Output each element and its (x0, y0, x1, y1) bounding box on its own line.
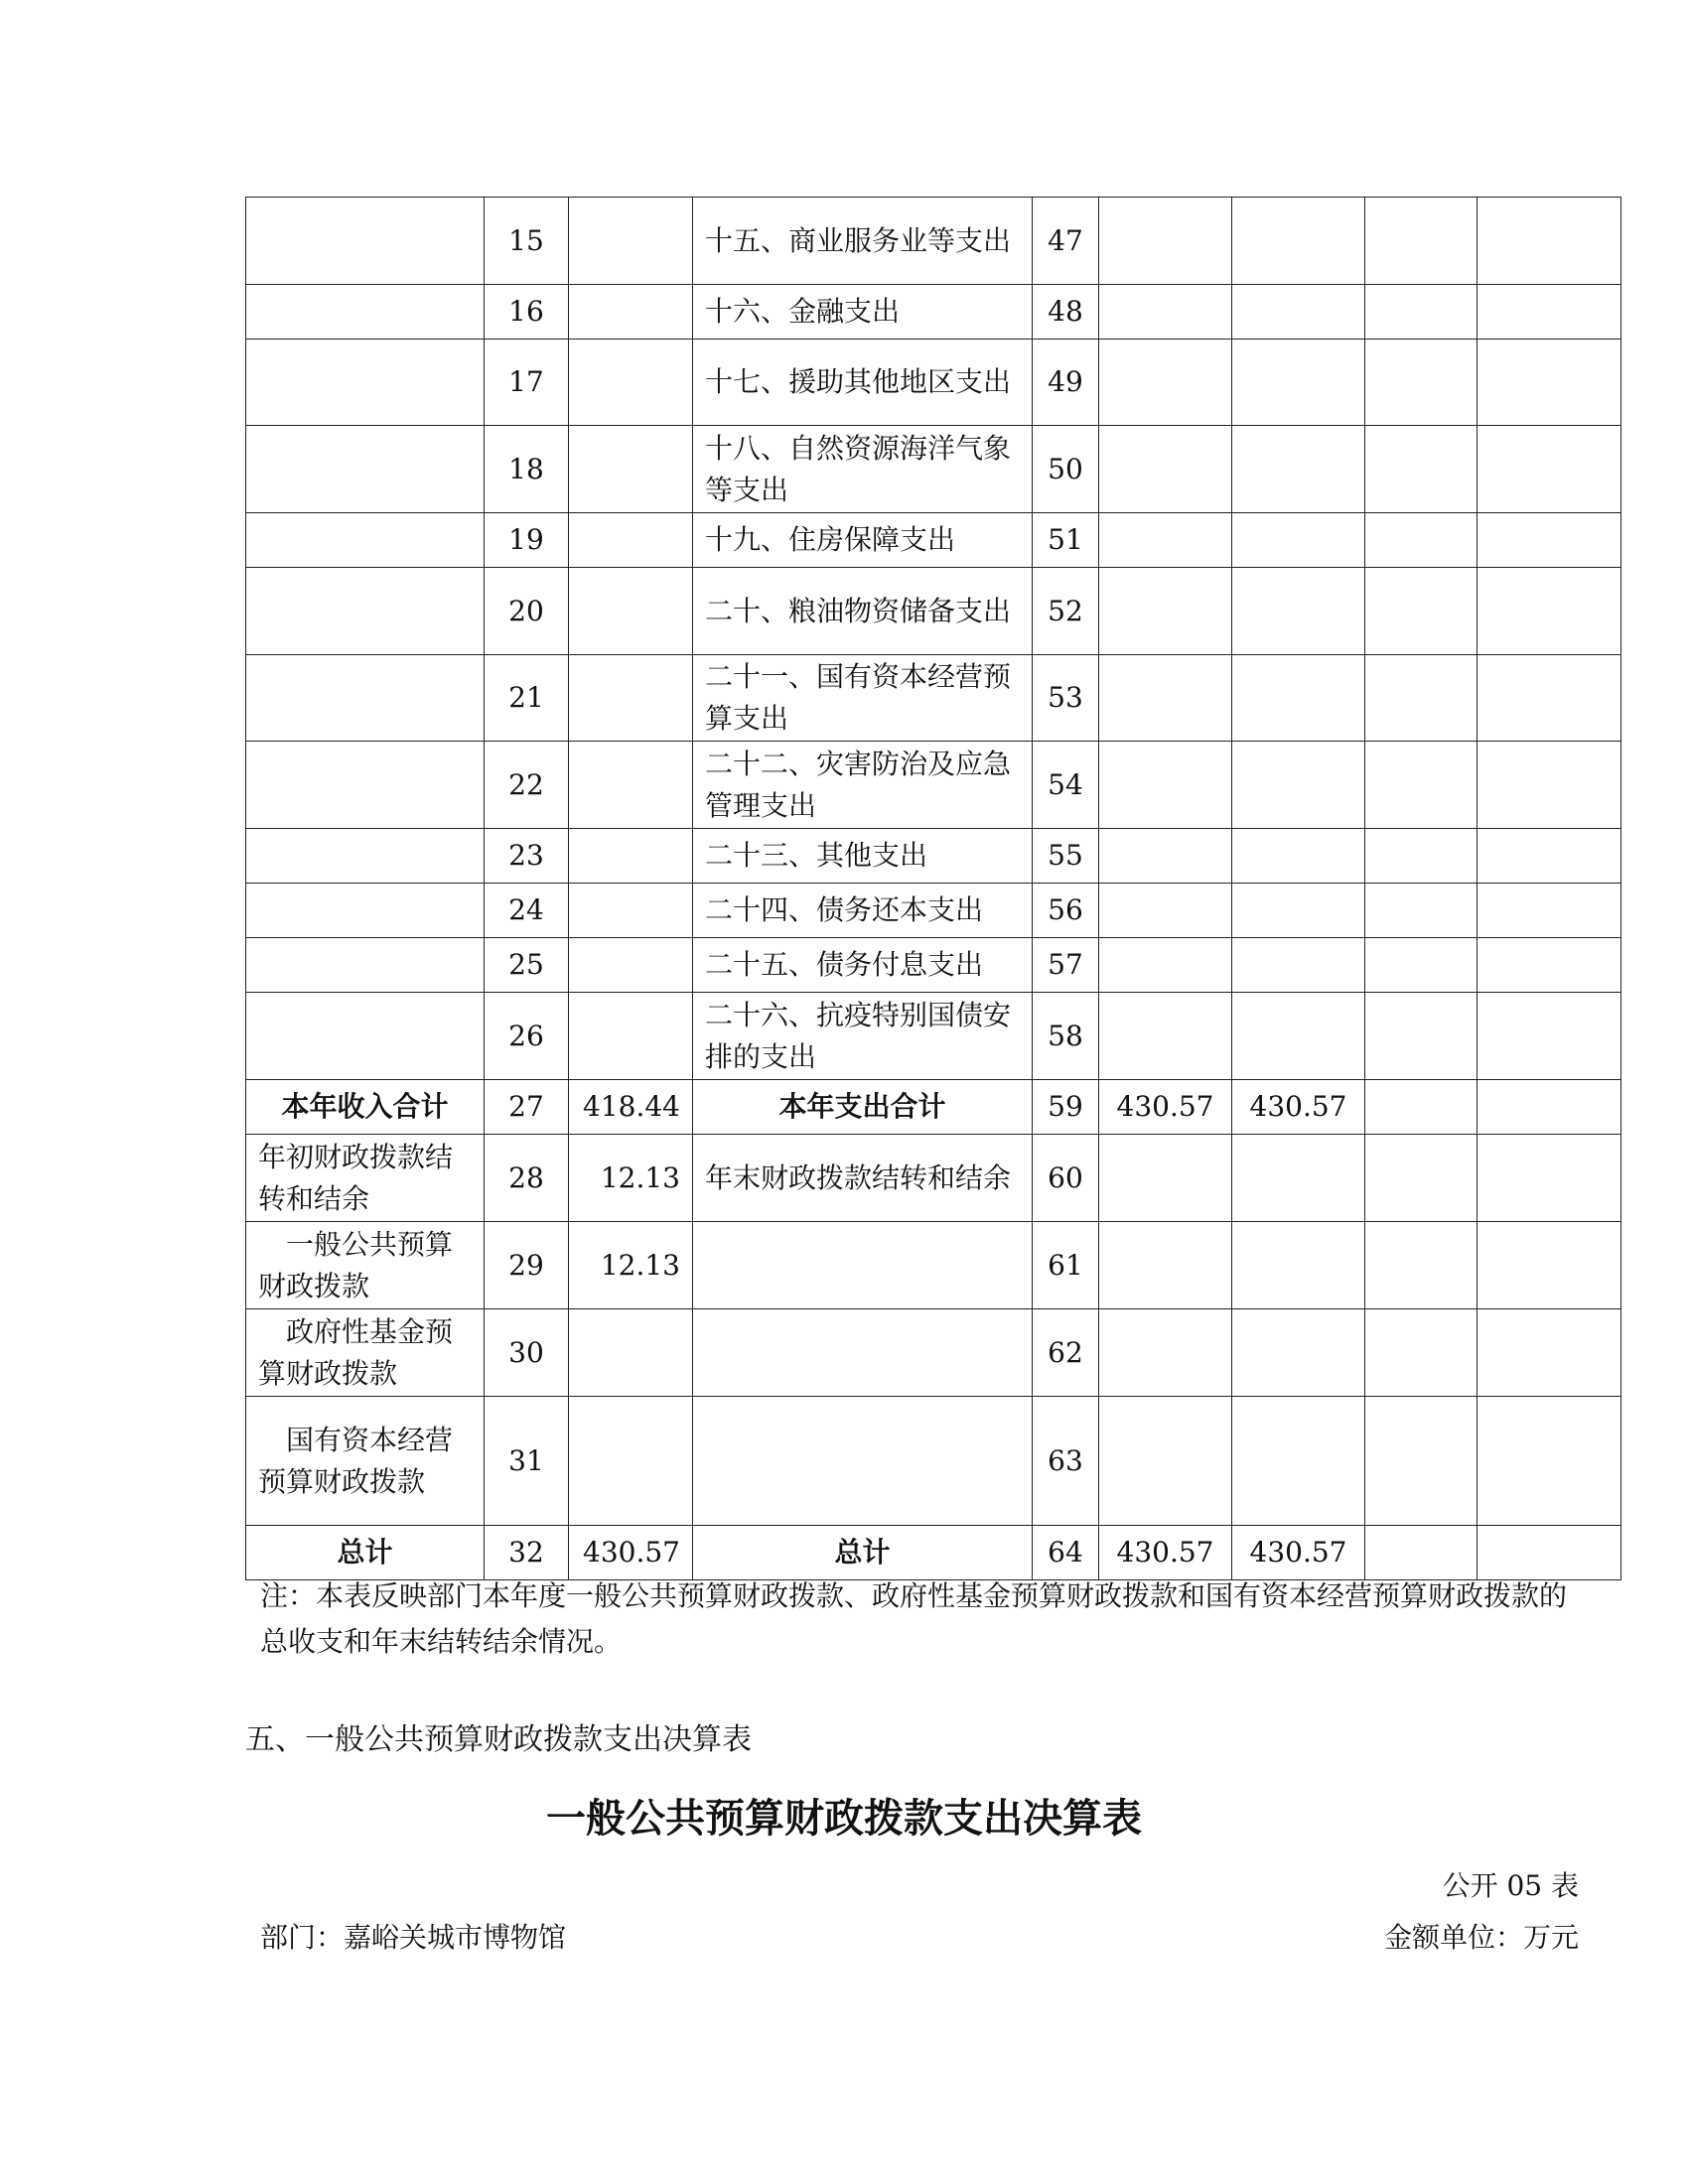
table-row: 15 十五、商业服务业等支出 47 (246, 198, 1621, 285)
table-row: 24 二十四、债务还本支出 56 (246, 884, 1621, 938)
table-row: 22 二十二、灾害防治及应急管理支出 54 (246, 742, 1621, 829)
grand-total-expense-label: 总计 (693, 1526, 1033, 1580)
grand-total-expense-amount: 430.57 (1099, 1526, 1232, 1580)
table-row: 17 十七、援助其他地区支出 49 (246, 340, 1621, 426)
expense-total-amount-basic: 430.57 (1232, 1080, 1365, 1135)
annual-total-row: 本年收入合计 27 418.44 本年支出合计 59 430.57 430.57 (246, 1080, 1621, 1135)
table-body (246, 198, 1621, 1580)
expense-total-label: 本年支出合计 (693, 1080, 1033, 1135)
table-row: 20 二十、粮油物资储备支出 52 (246, 568, 1621, 655)
document-title: 一般公共预算财政拨款支出决算表 (546, 1795, 1142, 1842)
table-note: 注：本表反映部门本年度一般公共预算财政拨款、政府性基金预算财政拨款和国有资本经营预算财政拨款的总收支和年末结转结余情况。 (260, 1579, 1568, 1658)
expense-total-amount: 430.57 (1099, 1080, 1232, 1135)
section-heading: 五、一般公共预算财政拨款支出决算表 (245, 1722, 752, 1757)
budget-table (245, 197, 1621, 1580)
table-row: 19 十九、住房保障支出 51 (246, 513, 1621, 568)
grand-total-income-amount: 430.57 (569, 1526, 693, 1580)
department-label: 部门：嘉峪关城市博物馆 (260, 1921, 567, 1954)
grand-total-row: 总计 32 430.57 总计 64 430.57 430.57 (246, 1526, 1621, 1580)
table-row: 18 十八、自然资源海洋气象等支出 50 (246, 426, 1621, 513)
carry-row: 政府性基金预算财政拨款 30 62 (246, 1309, 1621, 1397)
carry-row: 国有资本经营预算财政拨款 31 63 (246, 1397, 1621, 1526)
income-total-label: 本年收入合计 (246, 1080, 485, 1135)
carry-row: 一般公共预算财政拨款 29 12.13 61 (246, 1222, 1621, 1309)
table-code: 公开 05 表 (1442, 1869, 1579, 1902)
table-row: 16 十六、金融支出 48 (246, 285, 1621, 340)
table-row: 25 二十五、债务付息支出 57 (246, 938, 1621, 993)
table-row: 23 二十三、其他支出 55 (246, 829, 1621, 884)
carry-row: 年初财政拨款结转和结余 28 12.13 年末财政拨款结转和结余 60 (246, 1135, 1621, 1222)
table-row: 21 二十一、国有资本经营预算支出 53 (246, 655, 1621, 742)
income-total-amount: 418.44 (569, 1080, 693, 1135)
grand-total-income-label: 总计 (246, 1526, 485, 1580)
unit-label: 金额单位：万元 (1383, 1921, 1579, 1954)
grand-total-expense-amount-basic: 430.57 (1232, 1526, 1365, 1580)
table-row: 26 二十六、抗疫特别国债安排的支出 58 (246, 993, 1621, 1080)
